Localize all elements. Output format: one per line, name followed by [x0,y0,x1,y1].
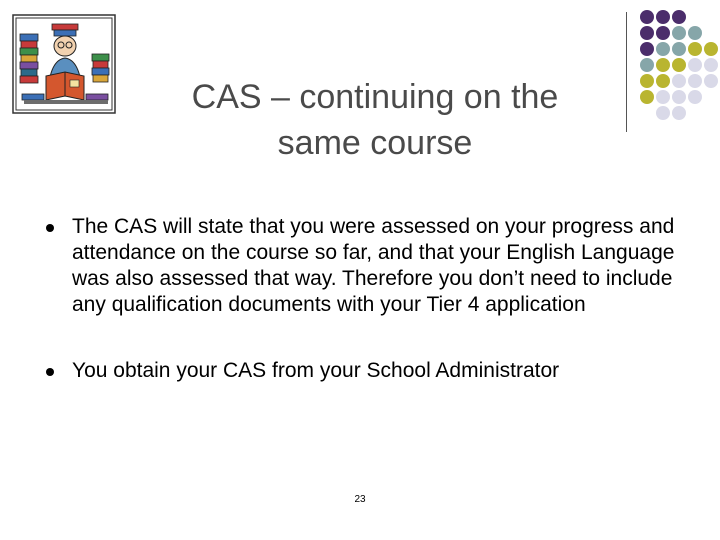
dot [672,10,686,24]
bullet-item [46,358,686,384]
dot [688,26,702,40]
dot [672,42,686,56]
dot [640,90,654,104]
dot [656,74,670,88]
dot [656,58,670,72]
dot [656,106,670,120]
dot [672,74,686,88]
title-line-1: CAS – continuing on the [191,78,559,116]
bullet-text: You obtain your CAS from your School Administrator [72,359,560,382]
dot [656,26,670,40]
dot [704,58,718,72]
title-line-2: same course [277,124,473,162]
dot [672,58,686,72]
page-number: 23 [354,494,366,505]
dot [656,90,670,104]
dot [640,58,654,72]
dot [672,106,686,120]
bullet-dot-icon [46,224,54,232]
dot [672,26,686,40]
bullet-list [46,214,686,384]
dot [704,74,718,88]
bullet-text: The CAS will state that you were assessed on your progress and attendance on the course so far, and that your English Language was also assessed that way. Therefore you don’t need to include any qualification documents with your Tier 4 application [72,215,675,316]
bullet-item [46,214,686,318]
dot [688,74,702,88]
reading-student-clipart-icon [12,14,116,114]
title-divider [626,12,627,132]
bullet-dot-icon [46,368,54,376]
dot [704,42,718,56]
dot [656,42,670,56]
dot [640,26,654,40]
dot [672,90,686,104]
dot [688,42,702,56]
dot [688,90,702,104]
dot [656,10,670,24]
dot [688,58,702,72]
dot [640,74,654,88]
dot [640,10,654,24]
slide-title [140,74,610,166]
decorative-dot-grid [636,10,720,120]
dot [640,42,654,56]
